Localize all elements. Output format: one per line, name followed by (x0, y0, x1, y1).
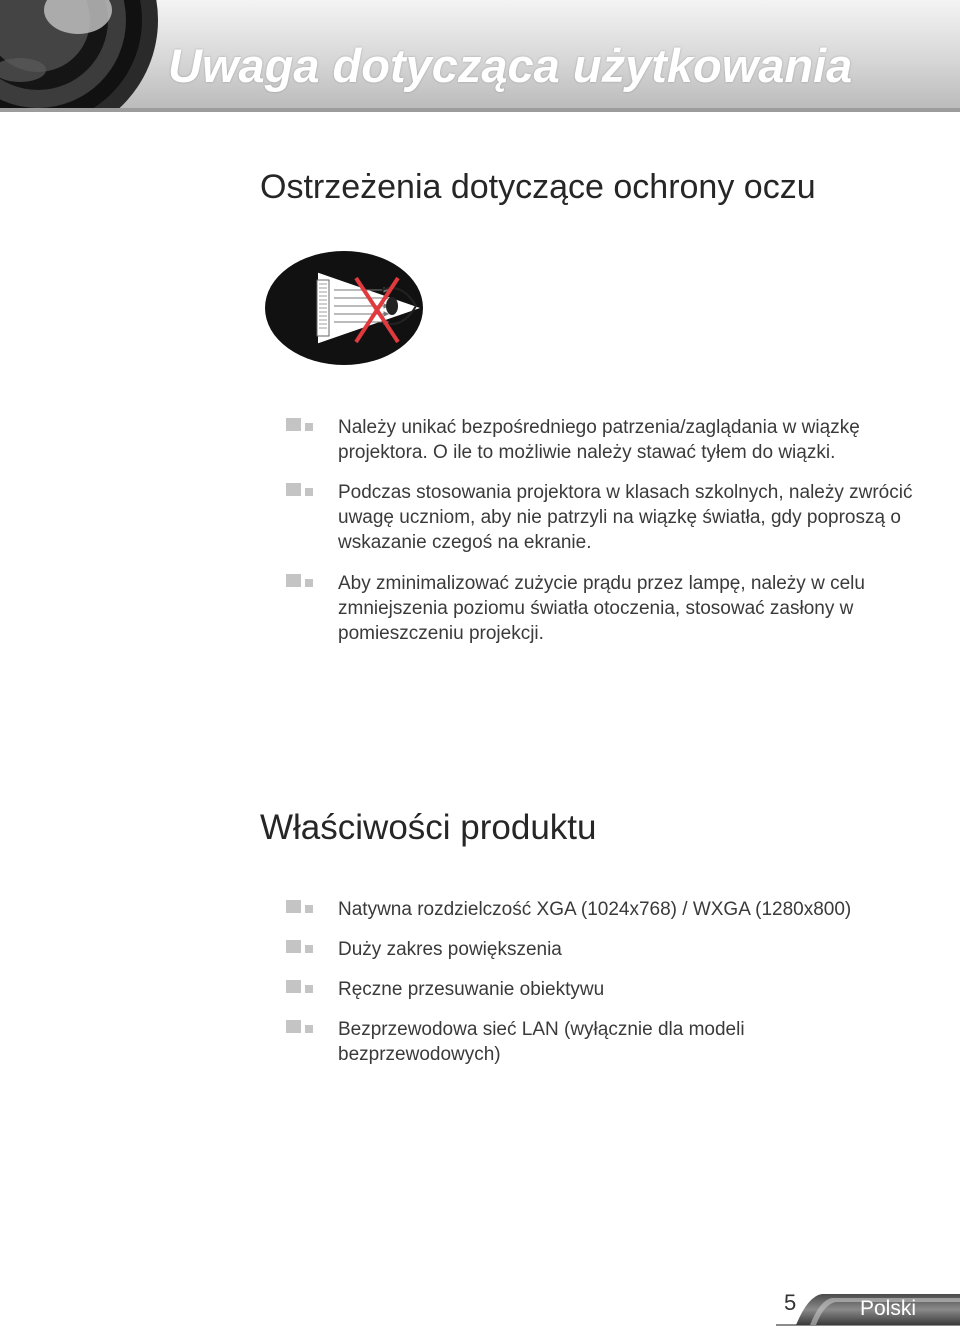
header-divider (0, 108, 960, 112)
projector-lens-icon (0, 0, 160, 112)
no-eye-contact-with-beam-icon (264, 250, 424, 370)
bullet-icon (286, 940, 316, 958)
language-label: Polski (860, 1297, 917, 1320)
list-item-text: Aby zminimalizować zużycie prądu przez lampę, należy w celu zmniejszenia poziomu światła otoczenia, stosować zasłony w pomieszczeniu projekcji. (338, 573, 865, 644)
list-item-text: Ręczne przesuwanie obiektywu (338, 979, 605, 1000)
bullet-icon (286, 980, 316, 998)
list-item-text: Podczas stosowania projektora w klasach szkolnych, należy zwrócić uwagę uczniom, aby nie patrzyli na wiązkę światła, gdy poproszą o wskazanie czegoś na ekranie. (338, 482, 913, 553)
bullet-icon (286, 1020, 316, 1038)
section-title-eye-safety: Ostrzeżenia dotyczące ochrony oczu (260, 168, 816, 206)
bullet-icon (286, 418, 316, 436)
section-title-features: Właściwości produktu (260, 808, 597, 847)
bullet-icon (286, 900, 316, 918)
bullet-icon (286, 483, 316, 501)
list-item-text: Duży zakres powiększenia (338, 939, 562, 960)
list-item-text: Natywna rozdzielczość XGA (1024x768) / WXGA (1280x800) (338, 899, 852, 920)
page-title: Uwaga dotycząca użytkowania (168, 39, 853, 92)
bullet-icon (286, 574, 316, 592)
list-item-text: Bezprzewodowa sieć LAN (wyłącznie dla modeli bezprzewodowych) (338, 1019, 745, 1065)
list-item-text: Należy unikać bezpośredniego patrzenia/zaglądania w wiązkę projektora. O ile to możliwie należy stawać tyłem do wiązki. (338, 417, 860, 463)
page-number: 5 (784, 1290, 797, 1315)
page-header (0, 0, 960, 112)
